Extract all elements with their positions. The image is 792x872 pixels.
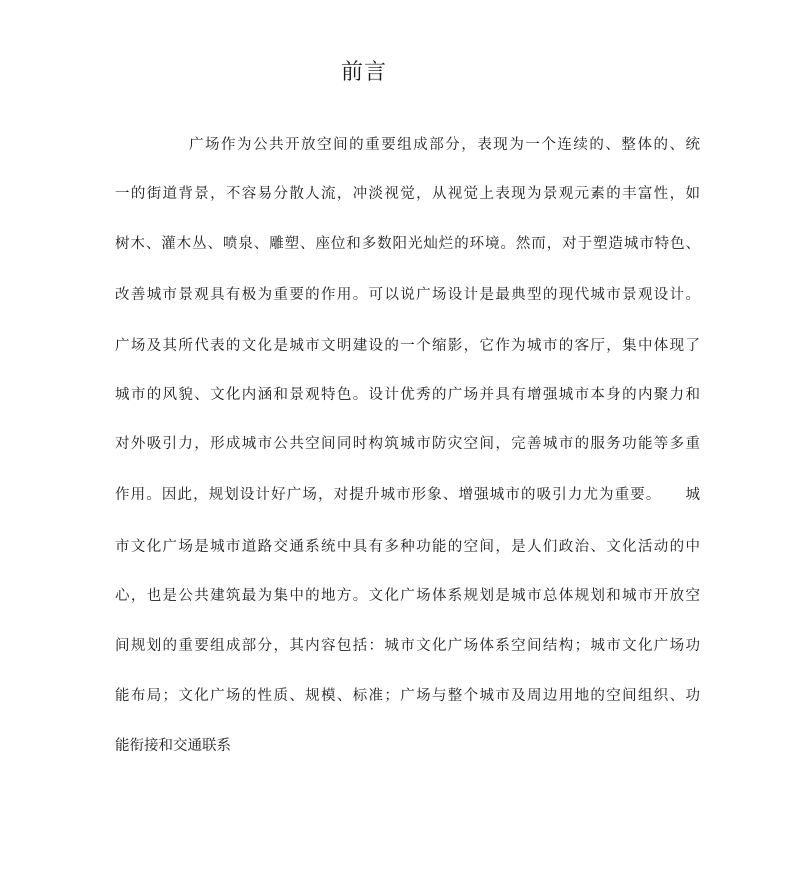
paragraph-line: 城市的风貌、文化内涵和景观特色。设计优秀的广场并具有增强城市本身的内聚力和 bbox=[115, 387, 700, 403]
paragraph-line: 能布局；文化广场的性质、规模、标准；广场与整个城市及周边用地的空间组织、功 bbox=[115, 688, 700, 704]
paragraph-line: 市文化广场是城市道路交通系统中具有多种功能的空间，是人们政治、文化活动的中 bbox=[115, 539, 700, 555]
paragraph-line: 广场及其所代表的文化是城市文明建设的一个缩影，它作为城市的客厅，集中体现了 bbox=[115, 338, 700, 354]
paragraph-line: 能衔接和交通联系 bbox=[115, 738, 231, 754]
paragraph-line: 对外吸引力，形成城市公共空间同时构筑城市防灾空间，完善城市的服务功能等多重 bbox=[115, 436, 700, 452]
paragraph-line: 作用。因此，规划设计好广场，对提升城市形象、增强城市的吸引力尤为重要。 城 bbox=[115, 487, 700, 503]
paragraph-line: 广场作为公共开放空间的重要组成部分，表现为一个连续的、整体的、统 bbox=[189, 137, 700, 153]
paragraph-line: 心，也是公共建筑最为集中的地方。文化广场体系规划是城市总体规划和城市开放空 bbox=[115, 588, 700, 604]
paragraph-line: 树木、灌木丛、喷泉、雕塑、座位和多数阳光灿烂的环境。然而，对于塑造城市特色、 bbox=[115, 236, 700, 252]
paragraph-line: 改善城市景观具有极为重要的作用。可以说广场设计是最典型的现代城市景观设计。 bbox=[115, 287, 700, 303]
paragraph-line: 间规划的重要组成部分，其内容包括：城市文化广场体系空间结构；城市文化广场功 bbox=[115, 638, 700, 654]
page-title: 前言 bbox=[340, 60, 387, 85]
paragraph-line: 一的街道背景，不容易分散人流，冲淡视觉，从视觉上表现为景观元素的丰富性，如 bbox=[115, 186, 700, 202]
